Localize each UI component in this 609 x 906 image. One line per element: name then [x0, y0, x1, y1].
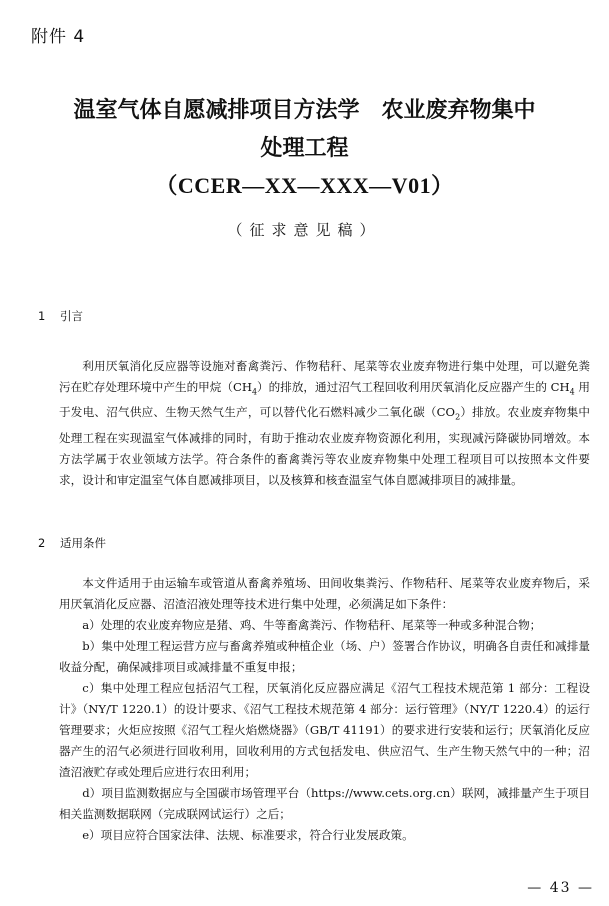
section-2-body [59, 573, 590, 846]
section-title: 引言 [60, 309, 83, 323]
list-item: c）集中处理工程应包括沼气工程，厌氧消化反应器应满足《沼气工程技术规范第 1 部分：工程设计》（NY/T 1220.1）的设计要求、《沼气工程技术规范第 4 部分：运行管理》（NY/T 1220.4）的运行管理要求；火炬应按照《沼气工程火焰燃烧器》（GB/T 41191）的要求进行安装和运行；厌氧消化反应器产生的沼气必须进行回收利用，回收利用的方式包括发电、供应沼气、生产生物天然气中的一种；沼渣沼液贮存或处理后应进行农田利用； [59, 681, 590, 779]
section-number: 1 [38, 309, 46, 323]
text-run: 利用厌氧消化反应器等设施对畜禽粪污、作物秸秆、尾菜等农业废弃物进行集中处理，可以避免粪污在贮存处理环境中产生的甲烷（CH [59, 359, 590, 394]
list-item: d）项目监测数据应与全国碳市场管理平台（https://www.cets.org.cn）联网，减排量产生于项目相关监测数据联网（完成联网试运行）之后； [59, 786, 590, 821]
section-number: 2 [38, 536, 46, 550]
title-line-1: 温室气体自愿减排项目方法学 农业废弃物集中 [73, 97, 536, 123]
text-run: ）的排放，通过沼气工程回收利用厌氧消化反应器产生的 CH [257, 380, 570, 394]
subscript: 4 [251, 387, 258, 397]
section-2-intro: 本文件适用于由运输车或管道从畜禽养殖场、田间收集粪污、作物秸秆、尾菜等农业废弃物后，采用厌氧消化反应器、沼渣沼液处理等技术进行集中处理，必须满足如下条件： [59, 576, 590, 611]
section-1-heading [38, 308, 83, 324]
text-run: ）排放。农业废弃物集中处理工程在实现温室气体减排的同时，有助于推动农业废弃物资源化利用，实现减污降碳协同增效。本方法学属于农业领域方法学。符合条件的畜禽粪污等农业废弃物集中处理工程项目可以按照本文件要求，设计和审定温室气体自愿减排项目，以及核算和核查温室气体自愿减排项目的减排量。 [59, 405, 590, 487]
section-title: 适用条件 [60, 536, 106, 550]
attachment-label: 附件 4 [31, 27, 86, 47]
draft-note: （征求意见稿） [227, 221, 382, 239]
list-item: a）处理的农业废弃物应是猪、鸡、牛等畜禽粪污、作物秸秆、尾菜等一种或多种混合物； [82, 618, 542, 632]
list-item: e）项目应符合国家法律、法规、标准要求，符合行业发展政策。 [82, 828, 414, 842]
title-line-2: 处理工程 [260, 135, 349, 161]
section-1-paragraph [59, 356, 590, 491]
title-code: （CCER—XX—XXX—V01） [155, 173, 454, 198]
section-2-heading [38, 535, 106, 551]
text-run: 用于发电、沼气供应、生物天然气生产，可以替代化石燃料减少二氧化碳（CO [59, 380, 591, 420]
subscript: 4 [569, 387, 575, 397]
page-number: — 43 — [527, 880, 594, 896]
subscript: 2 [455, 412, 461, 422]
list-item: b）集中处理工程运营方应与畜禽养殖或种植企业（场、户）签署合作协议，明确各自责任和减排量收益分配，确保减排项目或减排量不重复申报； [59, 639, 590, 674]
